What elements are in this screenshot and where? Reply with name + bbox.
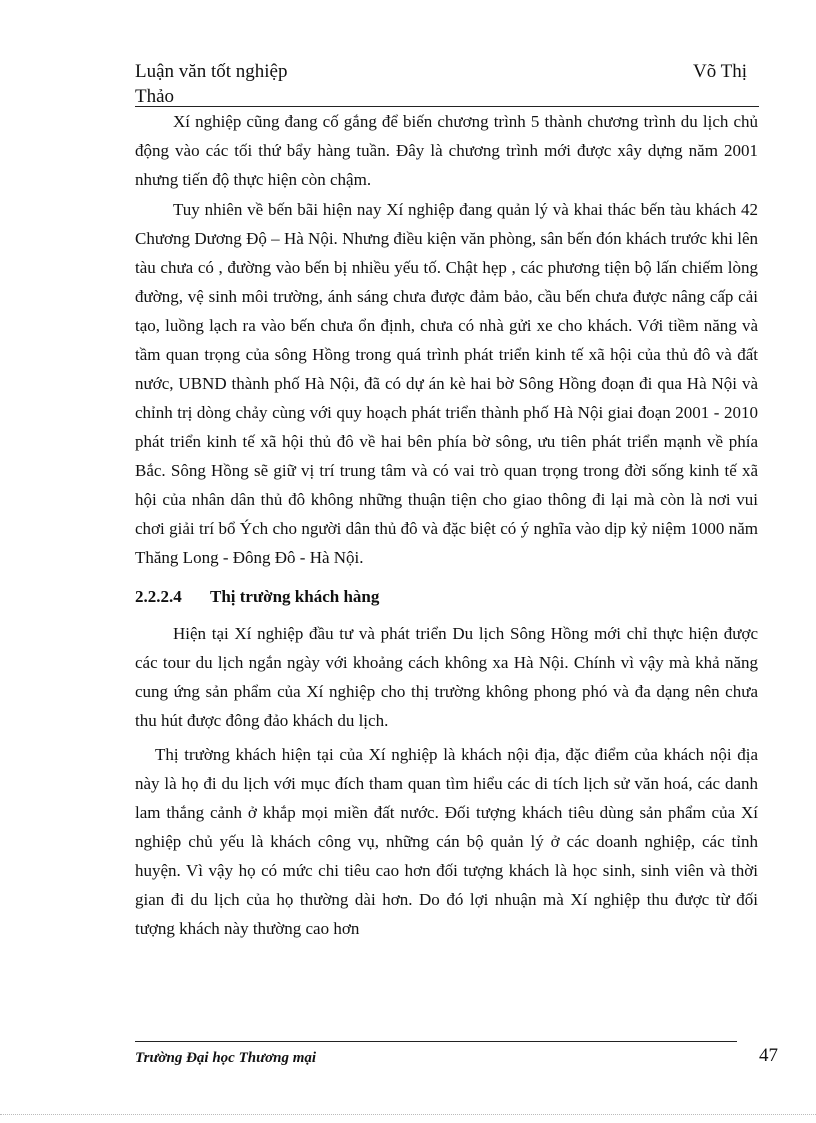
page-edge-divider bbox=[0, 1114, 816, 1115]
header-left bbox=[135, 59, 288, 109]
header-thesis-label: Luận văn tốt nghiệp bbox=[135, 61, 288, 82]
header-author-continuation: Thảo bbox=[135, 86, 175, 107]
paragraph-2: Tuy nhiên về bến bãi hiện nay Xí nghiệp đang quản lý và khai thác bến tàu khách 42 Chương Dương Độ – Hà Nội. Nhưng điều kiện văn phòng, sân bến đón khách trước khi lên tàu chưa có , đường vào bến bị nhiều yếu tố. Chật hẹp , các phương tiện bộ lấn chiếm lòng đường, vệ sinh môi trường, ánh sáng chưa được đảm bảo, cầu bến chưa được nâng cấp cải tạo, luồng lạch ra vào bến chưa ổn định, chưa có nhà gửi xe cho khách. Với tiềm năng và tầm quan trọng của sông Hồng trong quá trình phát triển kinh tế xã hội của thủ đô và đất nước, UBND thành phố Hà Nội, đã có dự án kè hai bờ Sông Hồng đoạn đi qua Hà Nội và chỉnh trị dòng chảy cùng với quy hoạch phát triển thành phố Hà Nội giai đoạn 2001 - 2010 phát triển kinh tế xã hội thủ đô về hai bên phía bờ sông, ưu tiên phát triển mạnh về phía Bắc. Sông Hồng sẽ giữ vị trí trung tâm và có vai trò quan trọng trong đời sống kinh tế xã hội của nhân dân thủ đô không những thuận tiện cho giao thông đi lại mà còn là nơi vui chơi giải trí bổ Ých cho người dân thủ đô và đặc biệt có ý nghĩa vào dịp kỷ niệm 1000 năm Thăng Long - Đông Đô - Hà Nội. bbox=[135, 200, 758, 567]
header-author: Võ Thị bbox=[693, 61, 748, 82]
footer-rule bbox=[135, 1041, 737, 1042]
paragraph-4: Thị trường khách hiện tại của Xí nghiệp là khách nội địa, đặc điểm của khách nội địa này là họ đi du lịch với mục đích tham quan tìm hiểu các di tích lịch sử văn hoá, các danh lam thắng cảnh ở khắp mọi miền đất nước. Đối tượng khách tiêu dùng sản phẩm của Xí nghiệp chủ yếu là khách công vụ, những cán bộ quản lý ở các doanh nghiệp, các tỉnh huyện. Vì vậy họ có mức chi tiêu cao hơn đối tượng khách là học sinh, sinh viên và thời gian đi du lịch của họ thường dài hơn. Do đó lợi nhuận mà Xí nghiệp thu được từ đối tượng khách này thường cao hơn bbox=[135, 745, 758, 938]
section-title: Thị trường khách hàng bbox=[210, 587, 380, 606]
paragraph-3: Hiện tại Xí nghiệp đầu tư và phát triển Du lịch Sông Hồng mới chỉ thực hiện được các tour du lịch ngắn ngày với khoảng cách không xa Hà Nội. Chính vì vậy mà khả năng cung ứng sản phẩm của Xí nghiệp cho thị trường không phong phó và đa dạng nên chưa thu hút được đông đảo khách du lịch. bbox=[135, 624, 758, 730]
document-body bbox=[135, 107, 758, 943]
footer-school: Trường Đại học Thương mại bbox=[135, 1050, 317, 1066]
section-number: 2.2.2.4 bbox=[135, 587, 182, 606]
page-number: 47 bbox=[759, 1045, 778, 1066]
section-heading bbox=[135, 586, 758, 608]
paragraph-1: Xí nghiệp cũng đang cố gắng để biến chương trình 5 thành chương trình du lịch chủ động vào các tối thứ bẩy hàng tuần. Đây là chương trình mới được xây dựng năm 2001 nhưng tiến độ thực hiện còn chậm. bbox=[135, 112, 758, 189]
